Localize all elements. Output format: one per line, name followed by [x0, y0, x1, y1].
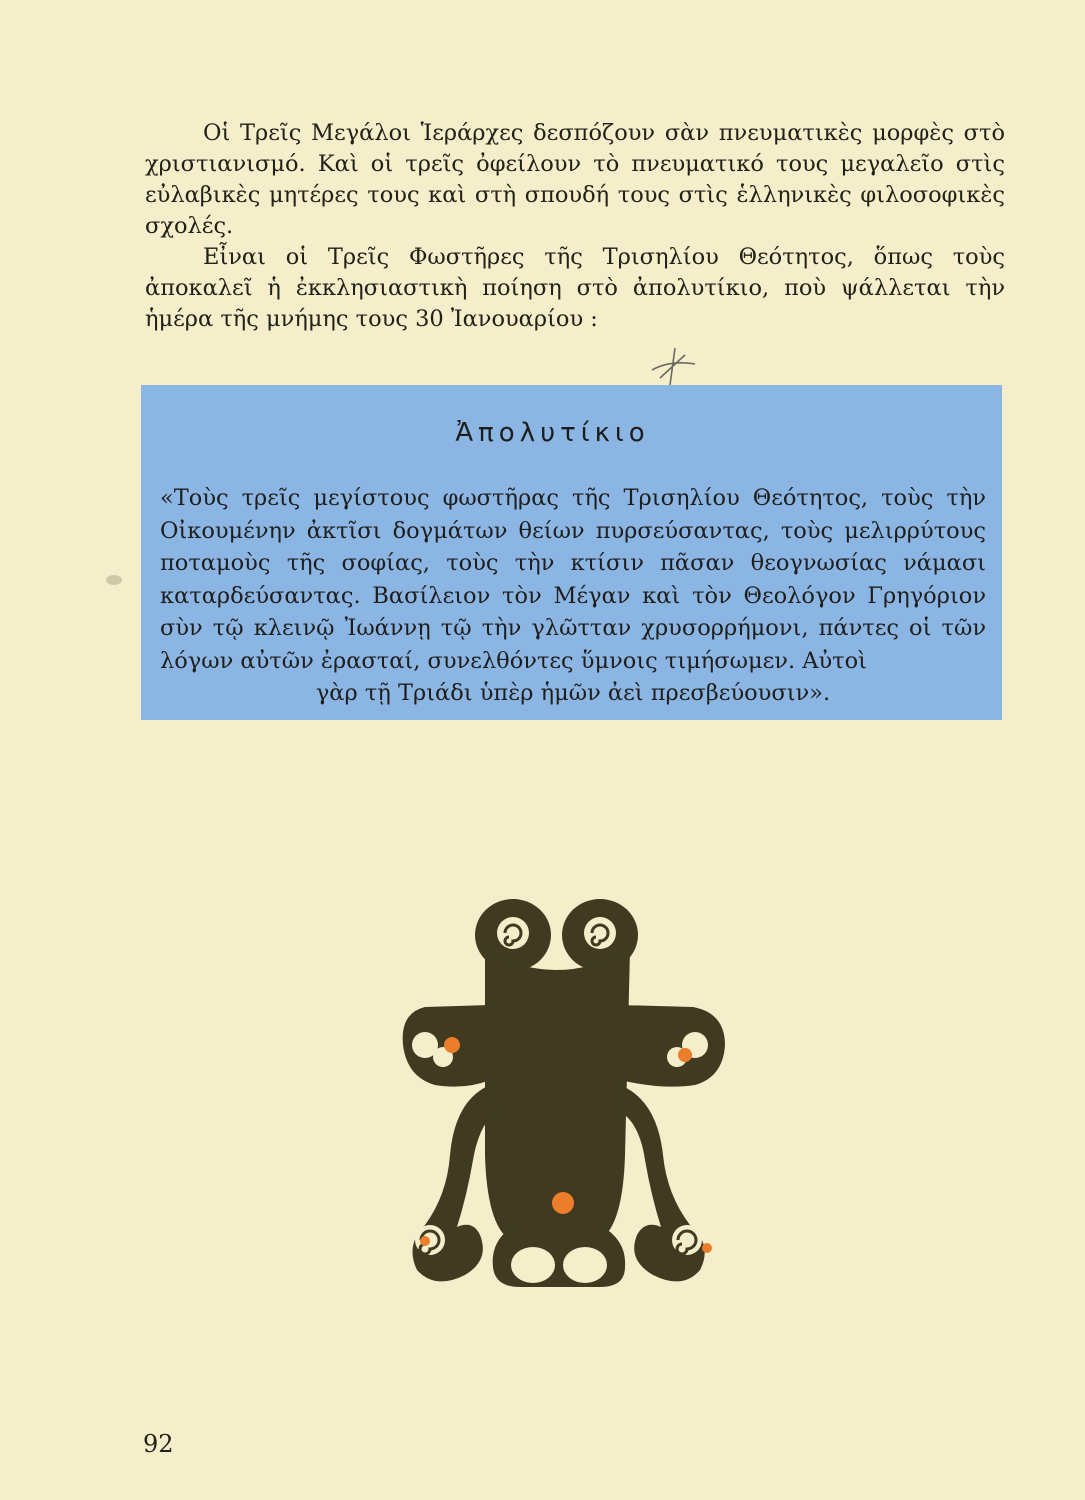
intro-paragraph-2: Εἶναι οἱ Τρεῖς Φωστῆρες τῆς Τρισηλίου Θεότητος, ὅπως τοὺς ἀποκαλεῖ ἡ ἐκκλησιαστικὴ ποίηση στὸ ἀπολυτίκιο, ποὺ ψάλλεται τὴν ἡμέρα τῆς μνήμης τους 30 Ἰανουαρίου : — [145, 244, 1005, 332]
intro-text — [145, 118, 1005, 335]
intro-paragraph-1: Οἱ Τρεῖς Μεγάλοι Ἱεράρχες δεσπόζουν σὰν πνευματικὲς μορφὲς στὸ χριστιανισμό. Καὶ οἱ τρεῖς ὀφείλουν τὸ πνευματικό τους μεγαλεῖο στὶς εὐλαβικὲς μητέρες τους καὶ στὴ σπουδή τους στὶς ἑλληνικὲς φιλοσοφικὲς σχολές. — [145, 120, 1005, 239]
hymn-body: «Τοὺς τρεῖς μεγίστους φωστῆρας τῆς Τρισηλίου Θεότητος, τοὺς τὴν Οἰκουμένην ἀκτῖσι δογμάτων θείων πυρσεύσαντας, τοὺς μελιρρύτους ποταμοὺς τῆς σοφίας, τοὺς τὴν κτίσιν πᾶσαν θεογνωσίας νάμασι καταρδεύσαντας. Βασίλειον τὸν Μέγαν καὶ τὸν Θεολόγον Γρηγόριον σὺν τῷ κλεινῷ Ἰωάννῃ τῷ τὴν γλῶτταν χρυσορρήμονι, πάντες οἱ τῶν λόγων αὐτῶν ἐρασταί, συνελθόντες ὕμνοις τιμήσωμεν. Αὐτοὶ — [160, 485, 986, 674]
ink-smudge-icon — [104, 573, 124, 587]
folk-cross-ornament-icon — [395, 895, 735, 1290]
hymn-text — [160, 482, 986, 710]
hymn-last-line: γὰρ τῇ Τριάδι ὑπὲρ ἡμῶν ἀεὶ πρεσβεύουσιν». — [315, 680, 831, 706]
page-number: 92 — [143, 1430, 174, 1458]
pencil-mark-icon — [640, 340, 700, 390]
hymn-title: Ἀπολυτίκιο — [455, 418, 650, 448]
